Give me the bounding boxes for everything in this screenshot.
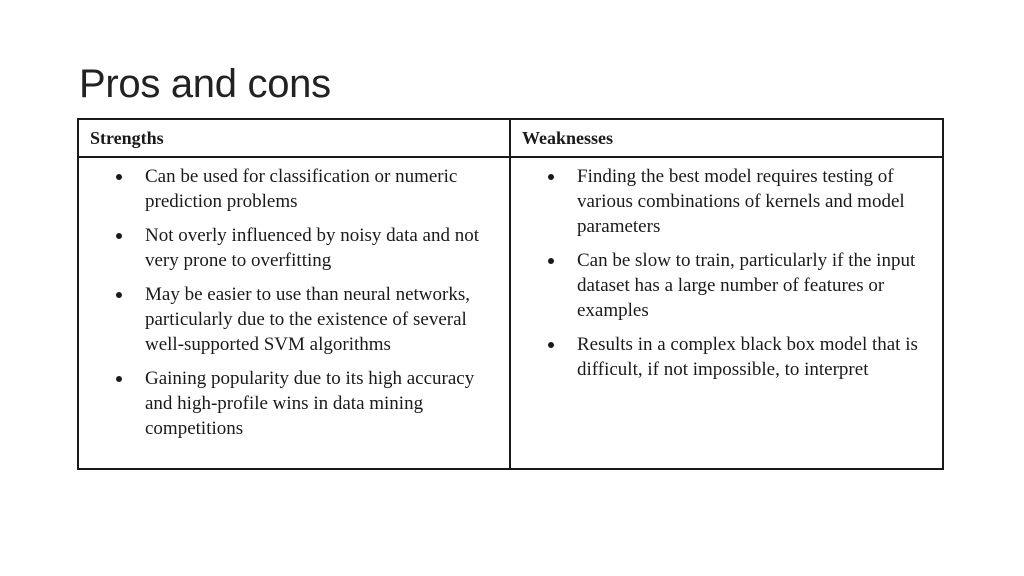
weakness-item [511, 164, 930, 239]
strength-item [79, 164, 497, 214]
bullet-icon [116, 292, 122, 298]
strength-text: May be easier to use than neural networks, particularly due to the existence of several well-supported SVM algorithms [145, 284, 471, 355]
strength-text: Not overly influenced by noisy data and not very prone to overfitting [145, 225, 480, 271]
strengths-header: Strengths [79, 120, 511, 158]
bullet-icon [116, 376, 122, 382]
weaknesses-list [511, 164, 930, 382]
strengths-cell [79, 158, 511, 468]
weakness-text: Can be slow to train, particularly if the input dataset has a large number of features or examples [577, 250, 916, 321]
bullet-icon [116, 233, 122, 239]
bullet-icon [548, 342, 554, 348]
weakness-text: Finding the best model requires testing of various combinations of kernels and model parameters [577, 166, 905, 237]
strength-item [79, 223, 497, 273]
weakness-item [511, 332, 930, 382]
weaknesses-cell [511, 158, 942, 468]
weakness-text: Results in a complex black box model that is difficult, if not impossible, to interpret [577, 334, 918, 380]
strength-item [79, 282, 497, 357]
strengths-list [79, 164, 497, 441]
strength-item [79, 366, 497, 441]
bullet-icon [548, 174, 554, 180]
weaknesses-header: Weaknesses [511, 120, 942, 158]
page-title: Pros and cons [79, 62, 331, 106]
strength-text: Can be used for classification or numeric prediction problems [145, 166, 458, 212]
pros-cons-table [77, 118, 944, 470]
bullet-icon [116, 174, 122, 180]
bullet-icon [548, 258, 554, 264]
strength-text: Gaining popularity due to its high accuracy and high-profile wins in data mining competitions [145, 368, 475, 439]
weakness-item [511, 248, 930, 323]
